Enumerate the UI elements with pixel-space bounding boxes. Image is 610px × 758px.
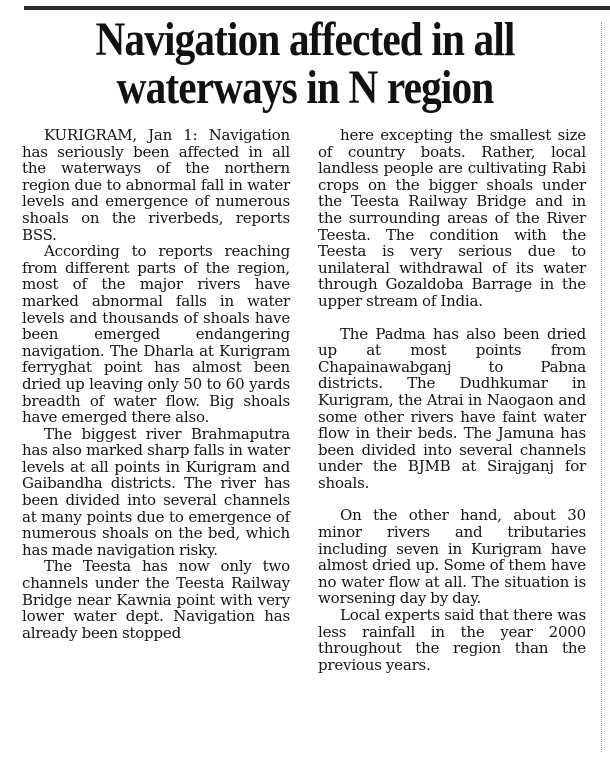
paragraph-teesta: The Teesta has now only two channels under the Teesta Railway Bridge near Kawnia point with very lower water dept. Navigation has already been stopped — [22, 557, 290, 642]
top-rule — [24, 6, 610, 10]
paragraph-minor-rivers: On the other hand, about 30 minor rivers and tributaries including seven in Kurigram have almost dried up. Some of them have no water flow at all. The situation is worsening day by day. — [318, 506, 586, 608]
paragraph-teesta-continued: here excepting the smallest size of country boats. Rather, local landless people are cultivating Rabi crops on the bigger shoals under the Teesta Railway Bridge and in the surrounding areas of the River Teesta. The condition with the Teesta is very serious due to unilateral withdrawal of its water through Gozaldoba Barrage in the upper stream of India. — [318, 126, 586, 310]
paragraph-local-experts: Local experts said that there was less rainfall in the year 2000 throughout the region than the previous years. — [318, 606, 586, 674]
adjacent-column-edge — [601, 22, 608, 752]
paragraph-dateline: KURIGRAM, Jan 1: Navigation has seriously been affected in all the waterways of the northern region due to abnormal fall in water levels and emergence of numerous shoals on the riverbeds, reports BSS. — [22, 126, 290, 244]
paragraph-padma: The Padma has also been dried up at most points from Chapainawabganj to Pabna districts. The Dudhkumar in Kurigram, the Atrai in Naogaon and some other rivers have faint water flow in their beds. The Jamuna has been divided into several channels under the BJMB at Sirajganj for shoals. — [318, 324, 586, 492]
headline — [43, 13, 568, 114]
headline-line-2: waterways in N region — [116, 61, 494, 114]
paragraph-brahmaputra: The biggest river Brahmaputra has also marked sharp falls in water levels at all points in Kurigram and Gaibandha districts. The river has been divided into several channels at many points due to emergence of numerous shoals on the bed, which has made navigation risky. — [22, 424, 290, 559]
right-column — [318, 127, 586, 673]
headline-line-1: Navigation affected in all — [95, 13, 515, 66]
paragraph-reports: According to reports reaching from different parts of the region, most of the major rivers have marked abnormal falls in water levels and thousands of shoals have been emerged endangering navigation. The Dharla at Kurigram ferryghat point has almost been dried up leaving only 50 to 60 yards breadth of water flow. Big shoals have emerged there also. — [22, 242, 290, 427]
left-column — [22, 127, 290, 641]
